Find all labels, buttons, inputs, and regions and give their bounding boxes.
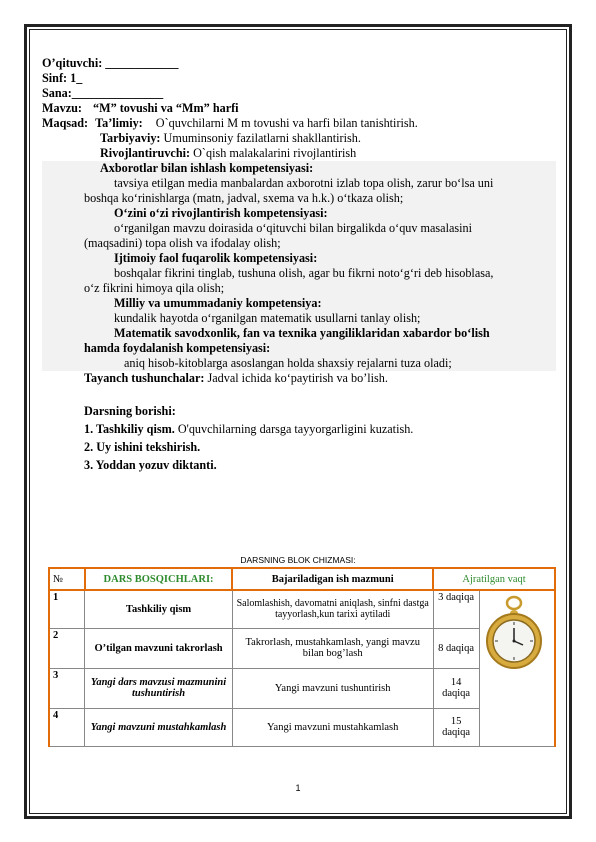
row-time: 14 daqiqa [433,668,479,708]
topic-label: Mavzu: [42,101,82,115]
competency-text: o‘rganilgan mavzu doirasida o‘qituvchi bilan birgalikda o‘quv masalasini (maqsadini) topa olish va ifodalay olish; [42,221,556,251]
block-table-caption: DARSNING BLOK CHIZMASI: [240,555,356,565]
lesson-step-3: 3. Yoddan yozuv diktanti. [84,458,217,472]
table-header-row [49,568,555,590]
dev-label: Rivojlantiruvchi: [100,146,191,160]
upbringing-text: Umuminsoniy fazilatlarni shakllantirish. [163,131,361,145]
step-label: 1. Tashkiliy qism. [84,422,175,436]
key-concepts-label: Tayanch tushunchalar: [84,371,205,385]
lesson-step-1 [42,422,556,437]
goal-line [42,116,556,131]
competency-title: Matematik savodxonlik, fan va texnika yangiliklaridan xabardor bo‘lish hamda foydalanish kompetensiyasi: [42,326,556,356]
lesson-step-2: 2. Uy ishini tekshirish. [84,440,201,454]
row-stage: Tashkiliy qism [85,590,232,628]
edu-text: O`quvchilarni M m tovushi va harfi bilan tanishtirish. [155,116,418,130]
competency-title: Axborotlar bilan ishlash kompetensiyasi: [42,161,556,176]
competency-text: boshqalar fikrini tinglab, tushuna olish, agar bu fikrni noto‘g‘ri deb hisoblasa, o‘z fikrini himoya qila olish; [42,266,556,296]
row-number: 4 [49,708,85,746]
col-number-header: № [49,568,85,590]
row-number: 1 [49,590,85,628]
competency-title: O‘zini o‘zi rivojlantirish kompetensiyasi: [42,206,556,221]
row-content: Yangi mavzuni tushuntirish [232,668,433,708]
key-concepts-text: Jadval ichida ko‘paytirish va bo’lish. [207,371,388,385]
date-line: Sana:_______________ [42,86,164,100]
competency-text: kundalik hayotda o‘rganilgan matematik usullarni tanlay olish; [42,311,556,326]
upbringing-line [42,131,556,146]
row-number: 2 [49,628,85,668]
col-stages-header: DARS BOSQICHLARI: [85,568,232,590]
row-content: Salomlashish, davomatni aniqlash, sinfni dastga tayyorlash,kun tarixi aytiladi [232,590,433,628]
teacher-line: O’qituvchi: ____________ [42,56,179,70]
step-text: O'quvchilarning darsga tayyorgarligini kuzatish. [177,422,414,436]
topic-line [42,101,556,116]
row-number: 3 [49,668,85,708]
dev-line [42,146,556,161]
dev-text: O`qish malakalarini rivojlantirish [193,146,357,160]
row-stage: Yangi mavzuni mustahkamlash [85,708,232,746]
row-time: 8 daqiqa [433,628,479,668]
row-content: Takrorlash, mustahkamlash, yangi mavzu bilan bog’lash [232,628,433,668]
row-time: 15 daqiqa [433,708,479,746]
key-concepts-line [42,371,556,386]
clock-cell [479,590,555,746]
col-content-header: Bajariladigan ish mazmuni [232,568,433,590]
competency-title: Milliy va umummadaniy kompetensiya: [42,296,556,311]
edu-label: Ta’limiy: [95,116,143,130]
row-stage: O’tilgan mavzuni takrorlash [85,628,232,668]
topic-value: “M” tovushi va “Mm” harfi [92,101,239,115]
competency-title: Ijtimoiy faol fuqarolik kompetensiyasi: [42,251,556,266]
grade-line: Sinf: 1_ [42,71,83,85]
table-row [49,590,555,628]
pocket-watch-icon [482,593,546,677]
competency-text: aniq hisob-kitoblarga asoslangan holda shaxsiy rejalarni tuza oladi; [42,356,556,371]
page-number: 1 [295,783,301,793]
row-time: 3 daqiqa [433,590,479,628]
lesson-title: Darsning borishi: [84,404,176,418]
competency-text: tavsiya etilgan media manbalardan axborotni izlab topa olish, zarur bo‘lsa uni boshqa ko‘rinishlarga (matn, jadval, sxema va h.k.) o‘tkaza olish; [42,176,556,206]
block-table [48,567,556,747]
upbringing-label: Tarbiyaviy: [100,131,161,145]
row-content: Yangi mavzuni mustahkamlash [232,708,433,746]
col-time-header: Ajratilgan vaqt [433,568,555,590]
lesson-plan [42,56,556,473]
goal-label: Maqsad: [42,116,89,130]
row-stage: Yangi dars mavzusi mazmunini tushuntirish [85,668,232,708]
